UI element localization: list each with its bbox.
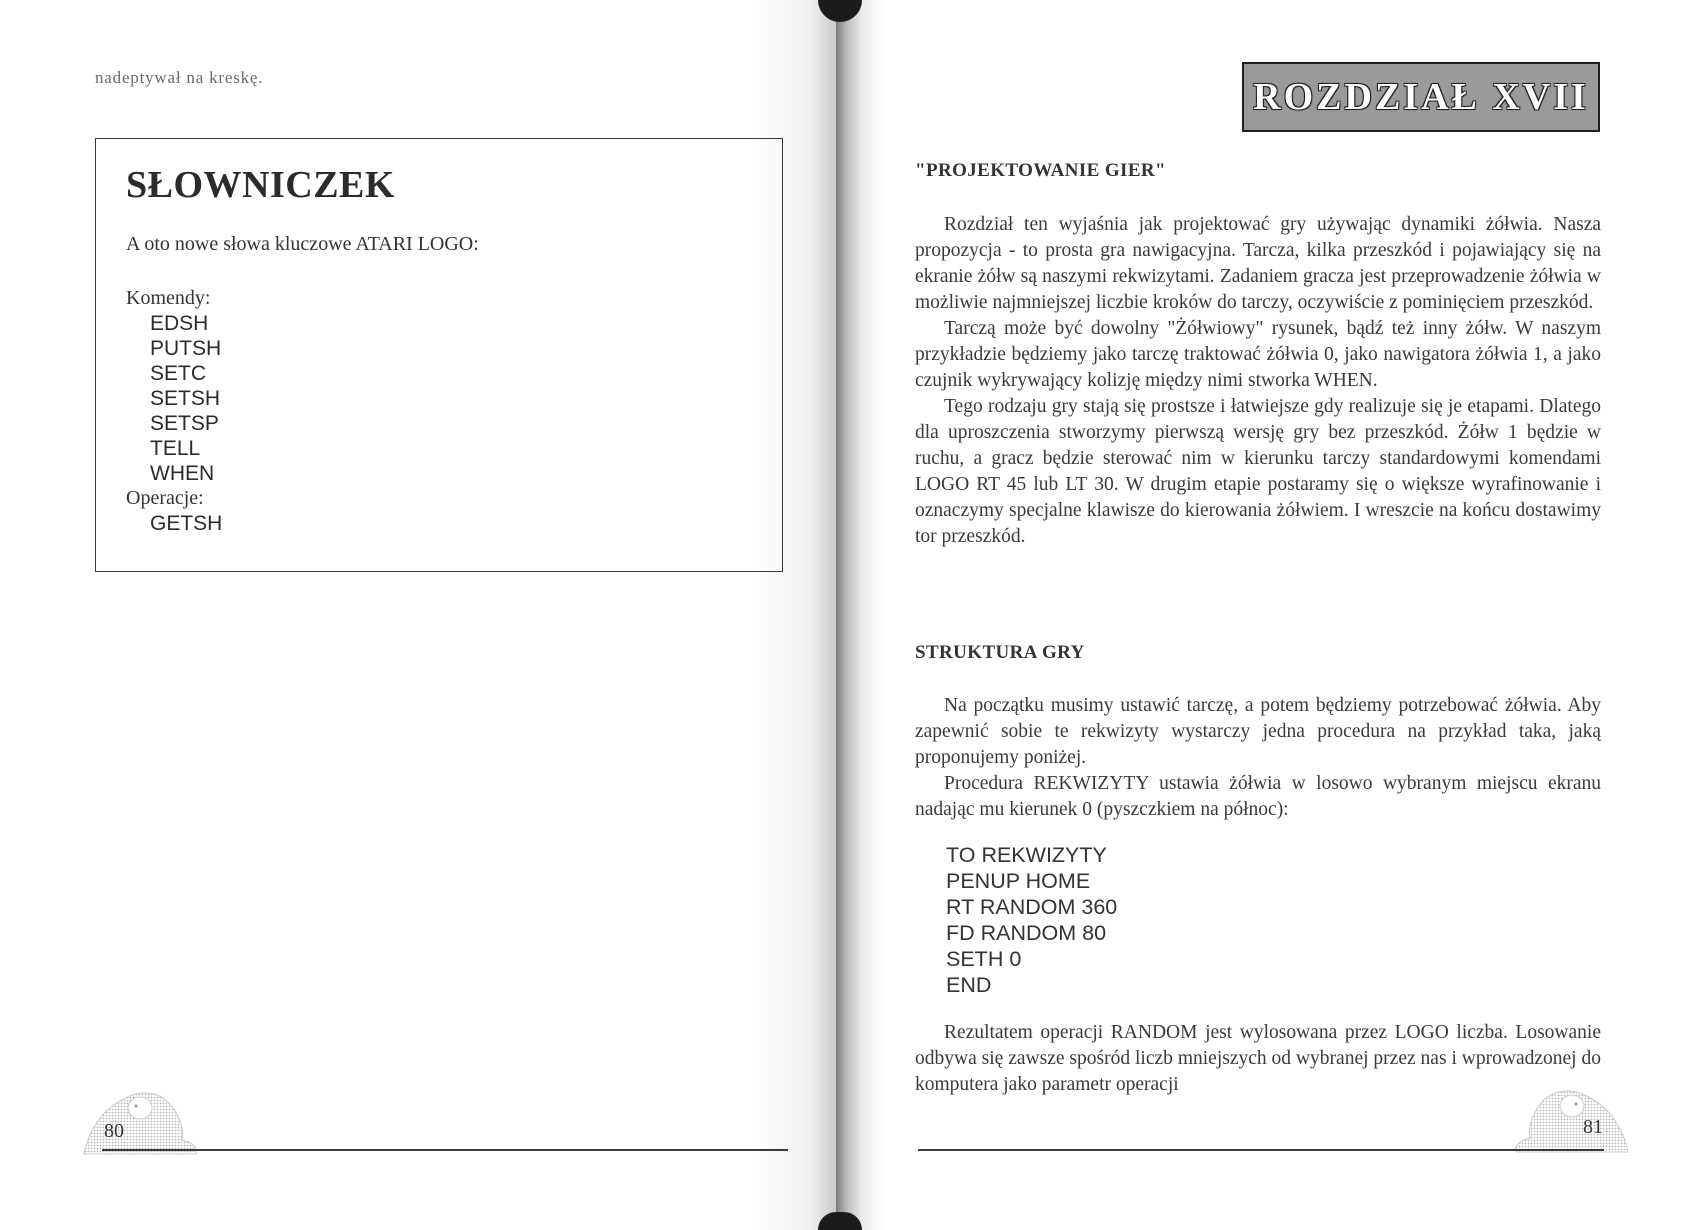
glossary-intro: A oto nowe słowa kluczowe ATARI LOGO:	[126, 233, 479, 255]
right-page	[836, 0, 1700, 1230]
paragraph: Na początku musimy ustawić tarczę, a potem będziemy potrzebować żółwia. Aby zapewnić sobie te rekwizyty wystarczy jedna procedura na przykład taka, jaką proponujemy poniżej.	[915, 695, 1601, 768]
page-number-right: 81	[1583, 1116, 1603, 1138]
section-title-struktura: STRUKTURA GRY	[915, 642, 1085, 663]
glossary-lists	[126, 286, 222, 536]
command-item: SETC	[150, 362, 207, 385]
section-title-projektowanie: "PROJEKTOWANIE GIER"	[915, 160, 1166, 181]
code-listing	[946, 842, 1117, 998]
section2-body	[915, 693, 1601, 823]
turtle-icon	[1512, 1076, 1634, 1154]
command-item: SETSP	[150, 412, 219, 435]
paragraph: Procedura REKWIZYTY ustawia żółwia w losowo wybranym miejscu ekranu nadając mu kierunek 0 (pyszczkiem na północ):	[915, 773, 1601, 820]
commands-heading: Komendy:	[126, 287, 211, 309]
command-item: TELL	[150, 437, 201, 460]
chapter-banner-label: ROZDZIAŁ XVII	[1253, 76, 1589, 118]
paragraph: Rozdział ten wyjaśnia jak projektować gry używając dynamiki żółwia. Nasza propozycja - to prosta gra nawigacyjna. Tarcza, kilka przeszkód i pojawiający się na ekranie żółw są naszymi rekwizytami. Zadaniem gracza jest przeprowadzenie żółwia w możliwie najmniejszej liczbie kroków do tarczy, oczywiście z pominięciem przeszkód.	[915, 214, 1601, 313]
code-line: END	[946, 973, 992, 997]
command-item: WHEN	[150, 462, 215, 485]
paragraph: Rezultatem operacji RANDOM jest wylosowana przez LOGO liczba. Losowanie odbywa się zawsze spośród liczb mniejszych od wybranej przez nas i wprowadzonej do komputera jako parametr operacji	[915, 1022, 1601, 1095]
page-number-left: 80	[104, 1120, 124, 1142]
footer-rule-right	[918, 1149, 1604, 1151]
closing-body	[915, 1020, 1601, 1098]
chapter-banner	[1242, 62, 1600, 132]
paragraph: Tego rodzaju gry stają się prostsze i łatwiejsze gdy realizuje się je etapami. Dlatego dla uproszczenia stworzymy pierwszą wersję gry bez przeszkód. Żółw 1 będzie w ruchu, a gracz będzie sterować nim w kierunku tarczy standardowymi komendami LOGO RT 45 lub LT 30. W drugim etapie postaramy się o większe wyrafinowanie i oznaczymy specjalne klawisze do kierowania żółwiem. I wreszcie na końcu dostawimy tor przeszkód.	[915, 396, 1601, 547]
code-line: SETH 0	[946, 947, 1022, 971]
section1-body	[915, 212, 1601, 550]
operation-item: GETSH	[150, 512, 223, 535]
glossary-title: SŁOWNICZEK	[126, 164, 395, 206]
running-head: nadeptywał na kreskę.	[95, 68, 264, 87]
code-line: TO REKWIZYTY	[946, 843, 1107, 867]
glossary-box	[95, 138, 783, 572]
command-item: EDSH	[150, 312, 209, 335]
command-item: SETSH	[150, 387, 221, 410]
operations-heading: Operacje:	[126, 487, 204, 509]
paragraph: Tarczą może być dowolny "Żółwiowy" rysunek, bądź też inny żółw. W naszym przykładzie będziemy jako tarczę traktować żółwia 0, jako nawigatora żółwia 1, a jako czujnik wykrywający kolizję między nimi stworka WHEN.	[915, 318, 1601, 391]
footer-rule-left	[102, 1149, 788, 1151]
code-line: PENUP HOME	[946, 869, 1091, 893]
left-page	[0, 0, 836, 1230]
command-item: PUTSH	[150, 337, 222, 360]
code-line: RT RANDOM 360	[946, 895, 1118, 919]
code-line: FD RANDOM 80	[946, 921, 1107, 945]
turtle-icon	[78, 1078, 200, 1156]
